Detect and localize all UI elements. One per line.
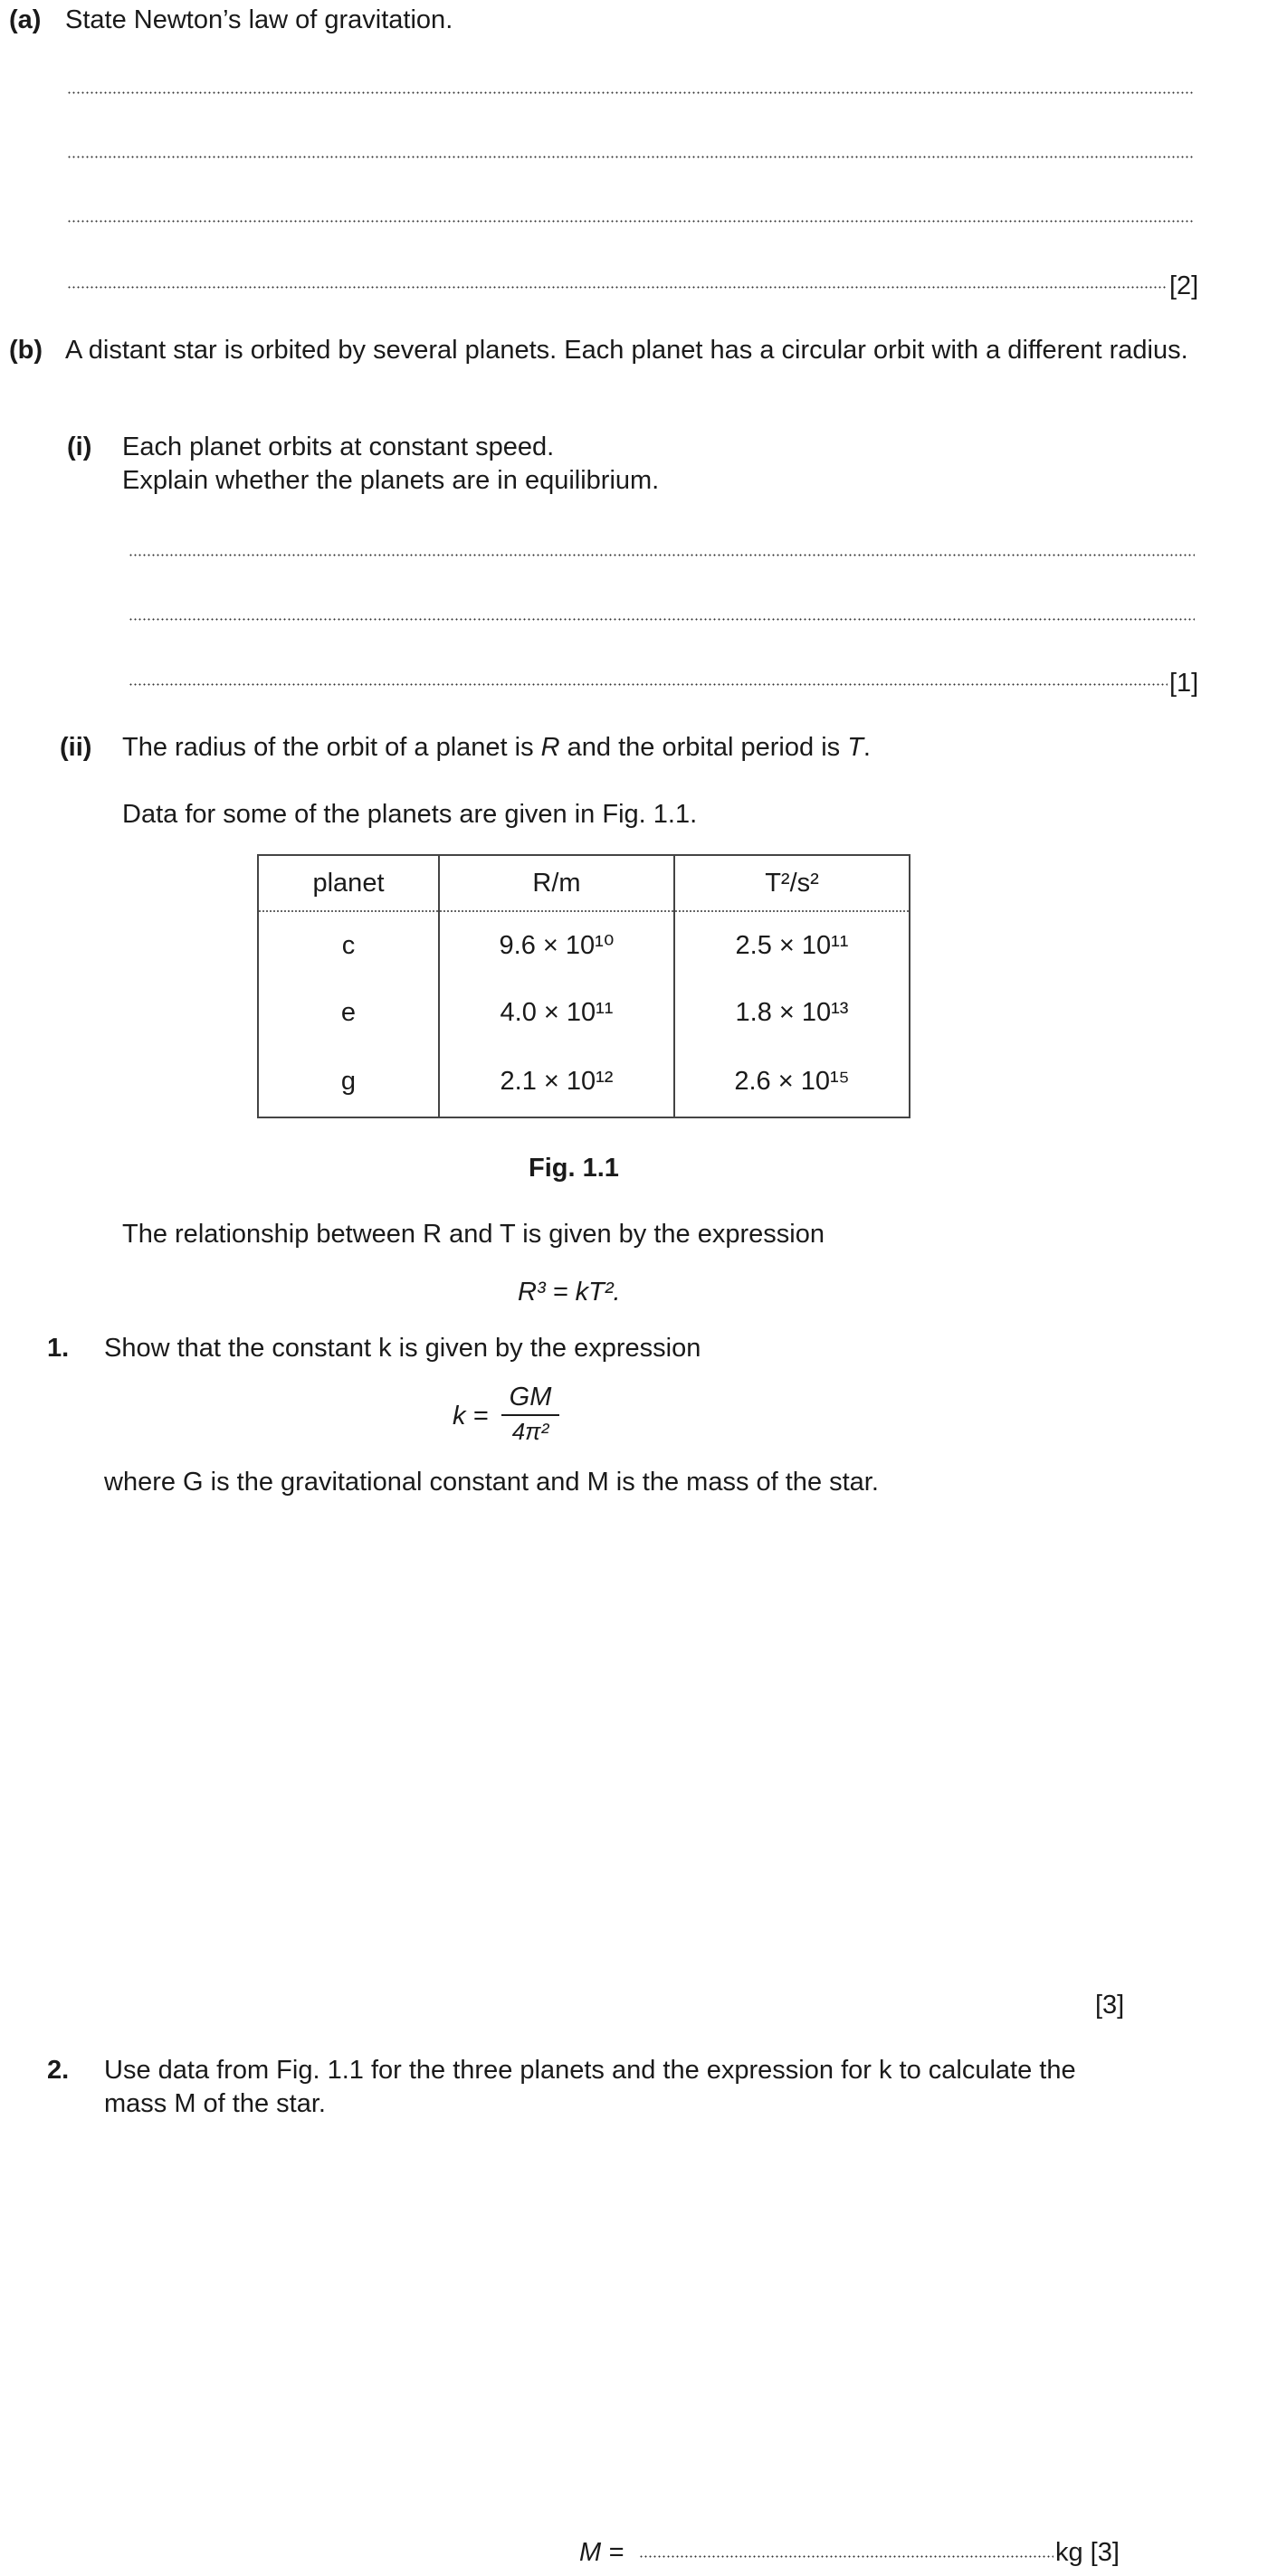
table-cell: 9.6 × 10¹⁰ [439, 911, 674, 979]
expression: R³ = kT². [518, 1278, 621, 1307]
answer-line-a-4[interactable] [67, 286, 1168, 289]
sub-i-label: (i) [67, 433, 92, 461]
table-cell: e [258, 979, 439, 1046]
relationship-text: The relationship between R and T is given by the expression [122, 1220, 825, 1249]
answer-line-mass[interactable] [639, 2555, 1053, 2558]
part-a-marks: [2] [1169, 271, 1199, 300]
answer-line-i-2[interactable] [129, 618, 1195, 621]
answer-label: M = [579, 2538, 624, 2567]
part-a-question: State Newton’s law of gravitation. [65, 5, 453, 34]
q1-text: Show that the constant k is given by the expression [104, 1334, 701, 1363]
table-cell: 4.0 × 10¹¹ [439, 979, 674, 1046]
answer-unit-marks: kg [3] [1055, 2538, 1120, 2567]
q1-where: where G is the gravitational constant and M is the mass of the star. [104, 1468, 879, 1497]
q2-label: 2. [47, 2056, 70, 2085]
answer-line-a-2[interactable] [67, 156, 1195, 158]
table-row [258, 979, 910, 1046]
formula-lhs: k = [453, 1402, 489, 1431]
table-cell: 2.1 × 10¹² [439, 1046, 674, 1117]
table-cell: 2.5 × 10¹¹ [674, 911, 910, 979]
figure-caption: Fig. 1.1 [529, 1154, 619, 1183]
sub-i-marks: [1] [1169, 669, 1199, 698]
table-row [258, 911, 910, 979]
q2-line2: mass M of the star. [104, 2089, 326, 2118]
q1-marks: [3] [1095, 1991, 1125, 2020]
sub-i-line2: Explain whether the planets are in equilibrium. [122, 466, 660, 495]
table-header-radius: R/m [439, 855, 674, 911]
table-cell: c [258, 911, 439, 979]
data-table-fig-1-1 [257, 854, 910, 1118]
table-cell: 1.8 × 10¹³ [674, 979, 910, 1046]
q2-line1: Use data from Fig. 1.1 for the three planets and the expression for k to calculate the [104, 2056, 1076, 2085]
sub-i-line1: Each planet orbits at constant speed. [122, 433, 555, 461]
part-a-label: (a) [9, 5, 42, 34]
sub-ii-data-line: Data for some of the planets are given in Fig. 1.1. [122, 800, 698, 829]
part-b-intro: A distant star is orbited by several planets. Each planet has a circular orbit with a different radius. [65, 336, 1188, 365]
table-row [258, 1046, 910, 1117]
part-b-label: (b) [9, 336, 43, 365]
table-cell: g [258, 1046, 439, 1117]
answer-line-a-1[interactable] [67, 91, 1195, 94]
answer-line-i-3[interactable] [129, 683, 1168, 686]
table-cell: 2.6 × 10¹⁵ [674, 1046, 910, 1117]
answer-line-a-3[interactable] [67, 220, 1195, 223]
answer-line-i-1[interactable] [129, 554, 1195, 556]
formula-numerator: GM [509, 1383, 552, 1412]
table-header-period-squared: T²/s² [674, 855, 910, 911]
sub-ii-label: (ii) [60, 733, 92, 762]
q1-label: 1. [47, 1334, 70, 1363]
fraction-bar [501, 1414, 559, 1416]
sub-ii-line1: The radius of the orbit of a planet is R and the orbital period is T. [122, 733, 871, 762]
formula-denominator: 4π² [511, 1418, 549, 1445]
table-header-planet: planet [258, 855, 439, 911]
